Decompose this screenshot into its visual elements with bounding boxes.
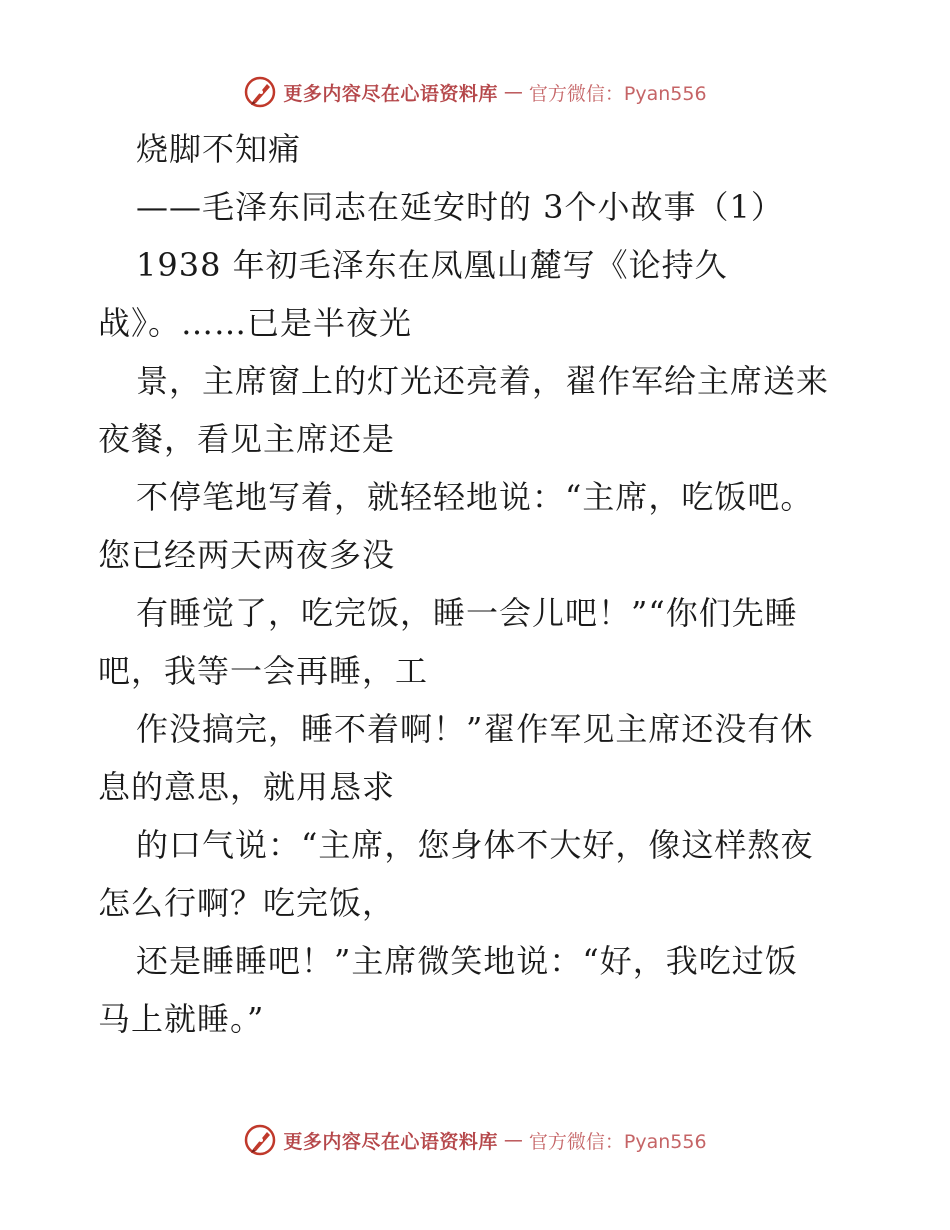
- pen-logo-icon: [243, 1123, 277, 1157]
- doc-line: 战》。……已是半夜光: [98, 304, 413, 342]
- doc-line: 还是睡睡吧！”主席微笑地说：“好，我吃过饭: [136, 942, 798, 980]
- doc-line: 作没搞完，睡不着啊！”翟作军见主席还没有休: [136, 710, 814, 748]
- doc-line: 夜餐，看见主席还是: [98, 420, 396, 458]
- doc-line: 您已经两天两夜多没: [98, 536, 396, 574]
- doc-line: 吧，我等一会再睡，工: [98, 652, 429, 690]
- document-body: [98, 120, 858, 1048]
- banner-main-text: 更多内容尽在心语资料库: [283, 82, 498, 105]
- banner-dash: —: [503, 81, 523, 103]
- doc-line: 的口气说：“主席，您身体不大好，像这样熬夜: [136, 826, 814, 864]
- banner-wechat-text: 官方微信：Pyan556: [528, 82, 707, 105]
- banner-wechat-text: 官方微信：Pyan556: [528, 1130, 707, 1153]
- header-banner: [0, 72, 950, 112]
- pen-logo-icon: [243, 75, 277, 109]
- doc-line: 马上就睡。”: [98, 1000, 265, 1038]
- doc-title: 烧脚不知痛: [136, 130, 302, 168]
- doc-line: 不停笔地写着，就轻轻地说：“主席，吃饭吧。: [136, 478, 814, 516]
- doc-line: 有睡觉了，吃完饭，睡一会儿吧！”“你们先睡: [136, 594, 798, 632]
- doc-line: 景，主席窗上的灯光还亮着，翟作军给主席送来: [136, 362, 830, 400]
- footer-banner: [0, 1120, 950, 1160]
- banner-dash: —: [503, 1129, 523, 1151]
- doc-line: 息的意思，就用恳求: [98, 768, 396, 806]
- doc-subtitle: ——毛泽东同志在延安时的 3个小故事（1）: [136, 188, 784, 226]
- banner-main-text: 更多内容尽在心语资料库: [283, 1130, 498, 1153]
- doc-line: 怎么行啊？吃完饭，: [98, 884, 396, 922]
- doc-line: 1938 年初毛泽东在凤凰山麓写《论持久: [136, 246, 728, 284]
